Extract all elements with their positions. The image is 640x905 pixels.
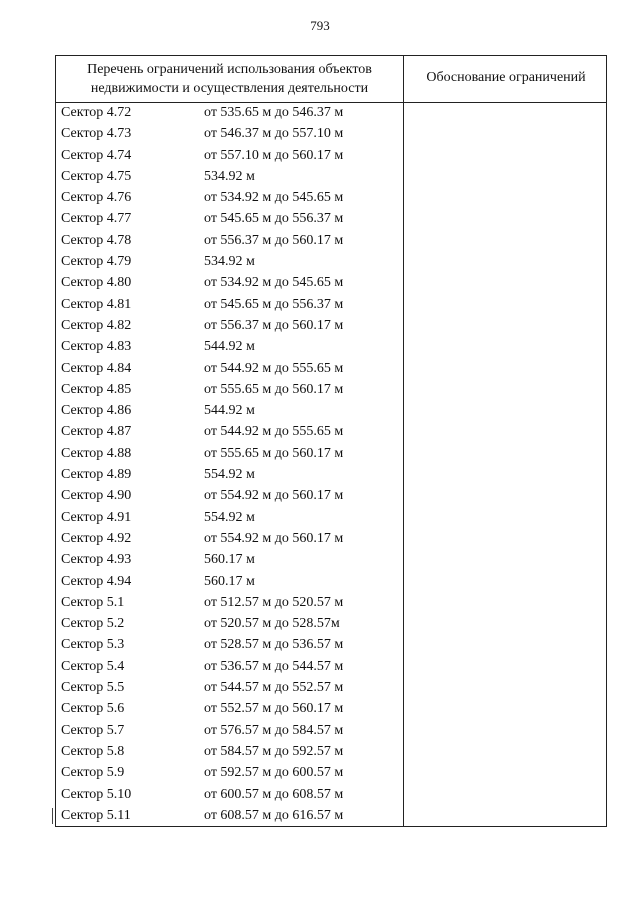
table-row [56,657,403,678]
sector-value: от 534.92 м до 545.65 м [204,275,344,291]
column-divider [403,56,404,826]
sector-value: от 512.57 м до 520.57 м [204,594,344,610]
table-row [56,529,403,550]
sector-label: Сектор 4.82 [61,317,132,333]
table-row [56,806,403,827]
sector-label: Сектор 4.79 [61,254,132,270]
sector-label: Сектор 4.90 [61,488,132,504]
table-row [56,316,403,337]
margin-mark [52,808,53,824]
sector-label: Сектор 4.92 [61,530,132,546]
sector-value: 534.92 м [204,254,255,270]
table-row [56,572,403,593]
table-row [56,146,403,167]
table-row [56,721,403,742]
sector-value: от 535.65 м до 546.37 м [204,105,344,120]
sector-value: 560.17 м [204,552,255,568]
sector-label: Сектор 4.72 [61,105,132,120]
header-restrictions-list: Перечень ограничений использования объектов недвижимости и осуществления деятельности [87,62,372,96]
table-row [56,742,403,763]
sector-label: Сектор 4.86 [61,403,132,419]
sector-value: от 552.57 м до 560.17 м [204,701,344,717]
sector-label: Сектор 4.80 [61,275,132,291]
table-row [56,422,403,443]
sector-label: Сектор 4.85 [61,381,132,397]
sector-value: от 556.37 м до 560.17 м [204,232,344,248]
table-row [56,380,403,401]
sector-label: Сектор 5.2 [61,616,125,632]
sector-value: от 555.65 м до 560.17 м [204,445,344,461]
sector-value: от 545.65 м до 556.37 м [204,296,344,312]
sector-value: от 544.92 м до 555.65 м [204,360,344,376]
sector-label: Сектор 5.7 [61,722,125,738]
table-row [56,763,403,784]
sector-value: 544.92 м [204,403,255,419]
sector-value: 544.92 м [204,339,255,355]
table-header [56,56,606,103]
table-row [56,295,403,316]
table-row [56,550,403,571]
table-row [56,209,403,230]
sector-value: от 576.57 м до 584.57 м [204,722,344,738]
sector-label: Сектор 4.76 [61,190,132,206]
header-justification: Обоснование ограничений [426,70,586,85]
table-row [56,635,403,656]
sector-value: от 544.57 м до 552.57 м [204,680,344,696]
sector-value: от 536.57 м до 544.57 м [204,658,344,674]
sector-label: Сектор 4.84 [61,360,132,376]
sector-value: 554.92 м [204,467,255,483]
sector-label: Сектор 4.89 [61,467,132,483]
restrictions-table [55,55,607,827]
sector-value: от 608.57 м до 616.57 м [204,807,344,823]
table-row [56,273,403,294]
sector-label: Сектор 5.10 [61,786,132,802]
sector-value: 554.92 м [204,509,255,525]
sector-label: Сектор 4.88 [61,445,132,461]
sector-value: от 584.57 м до 592.57 м [204,743,344,759]
sector-value: 534.92 м [204,168,255,184]
table-body [56,103,403,827]
sector-value: от 554.92 м до 560.17 м [204,530,344,546]
sector-label: Сектор 5.1 [61,594,125,610]
sector-value: от 555.65 м до 560.17 м [204,381,344,397]
page-number: 793 [310,18,330,33]
sector-label: Сектор 5.6 [61,701,125,717]
sector-label: Сектор 5.3 [61,637,125,653]
sector-label: Сектор 5.8 [61,743,125,759]
table-row [56,486,403,507]
table-row [56,699,403,720]
sector-label: Сектор 4.75 [61,168,132,184]
sector-label: Сектор 4.93 [61,552,132,568]
table-row [56,785,403,806]
sector-label: Сектор 4.83 [61,339,132,355]
table-row [56,231,403,252]
sector-value: от 544.92 м до 555.65 м [204,424,344,440]
table-row [56,614,403,635]
table-row [56,508,403,529]
sector-value: от 528.57 м до 536.57 м [204,637,344,653]
table-row [56,252,403,273]
table-row [56,359,403,380]
sector-value: от 520.57 м до 528.57м [204,616,340,632]
sector-label: Сектор 5.11 [61,807,131,823]
table-row [56,103,403,124]
table-row [56,444,403,465]
sector-value: от 600.57 м до 608.57 м [204,786,344,802]
table-row [56,337,403,358]
sector-label: Сектор 5.4 [61,658,125,674]
table-row [56,124,403,145]
sector-value: от 592.57 м до 600.57 м [204,765,344,781]
sector-label: Сектор 4.74 [61,147,132,163]
sector-label: Сектор 4.91 [61,509,132,525]
sector-value: от 557.10 м до 560.17 м [204,147,344,163]
sector-label: Сектор 5.9 [61,765,125,781]
sector-label: Сектор 4.73 [61,126,132,142]
sector-value: от 554.92 м до 560.17 м [204,488,344,504]
sector-value: 560.17 м [204,573,255,589]
table-row [56,593,403,614]
sector-label: Сектор 4.78 [61,232,132,248]
sector-value: от 546.37 м до 557.10 м [204,126,344,142]
table-row [56,678,403,699]
sector-label: Сектор 4.87 [61,424,132,440]
sector-value: от 556.37 м до 560.17 м [204,317,344,333]
table-row [56,401,403,422]
table-row [56,167,403,188]
table-row [56,465,403,486]
sector-label: Сектор 4.77 [61,211,132,227]
sector-value: от 534.92 м до 545.65 м [204,190,344,206]
sector-label: Сектор 4.94 [61,573,132,589]
sector-value: от 545.65 м до 556.37 м [204,211,344,227]
sector-label: Сектор 5.5 [61,680,125,696]
sector-label: Сектор 4.81 [61,296,132,312]
table-row [56,188,403,209]
